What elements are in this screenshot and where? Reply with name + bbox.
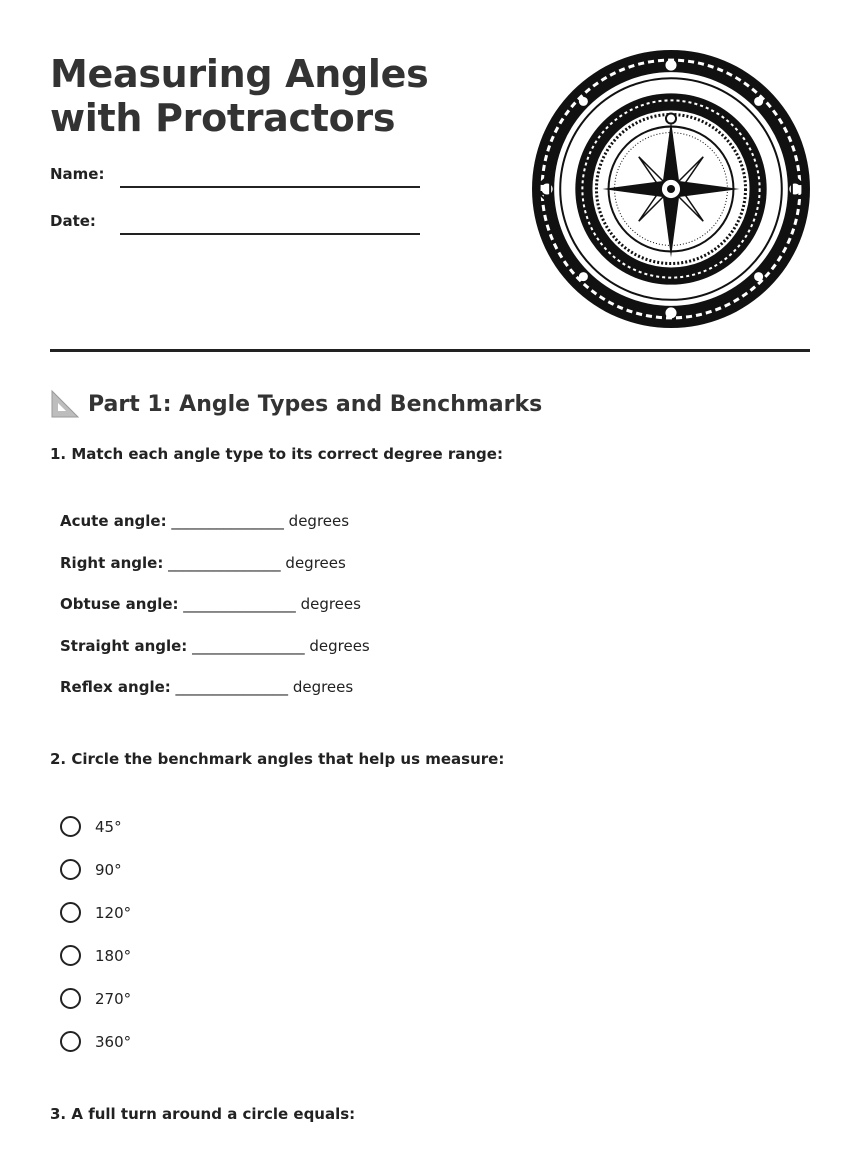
benchmark-option-270[interactable] xyxy=(60,988,131,1009)
benchmark-option-120[interactable] xyxy=(60,902,131,923)
name-label: Name: xyxy=(50,165,105,183)
match-label: Acute angle: xyxy=(60,512,167,530)
match-row-straight xyxy=(60,637,370,655)
benchmark-option-45[interactable] xyxy=(60,816,122,837)
option-circle[interactable] xyxy=(60,1031,81,1052)
option-circle[interactable] xyxy=(60,988,81,1009)
answer-blank[interactable]: _______________ xyxy=(175,678,289,696)
benchmark-option-360[interactable] xyxy=(60,1031,131,1052)
match-row-right xyxy=(60,554,346,572)
compass-medallion-icon xyxy=(530,48,812,330)
answer-blank[interactable]: _______________ xyxy=(168,554,281,572)
option-label: 360° xyxy=(95,1032,132,1051)
answer-blank[interactable]: _______________ xyxy=(192,637,305,655)
option-circle[interactable] xyxy=(60,945,81,966)
part1-heading xyxy=(50,388,542,420)
date-line xyxy=(120,233,420,235)
option-label: 90° xyxy=(95,860,122,879)
unit-text: degrees xyxy=(300,595,361,613)
benchmark-option-180[interactable] xyxy=(60,945,131,966)
match-row-reflex xyxy=(60,678,353,696)
match-label: Reflex angle: xyxy=(60,678,171,696)
unit-text: degrees xyxy=(292,678,354,696)
unit-text: degrees xyxy=(309,637,370,655)
option-circle[interactable] xyxy=(60,816,81,837)
unit-text: degrees xyxy=(285,554,346,572)
unit-text: degrees xyxy=(288,512,350,530)
answer-blank[interactable]: _______________ xyxy=(183,595,296,613)
benchmark-option-90[interactable] xyxy=(60,859,122,880)
date-label: Date: xyxy=(50,212,96,230)
header-divider xyxy=(50,349,810,352)
option-label: 270° xyxy=(95,989,132,1008)
option-circle[interactable] xyxy=(60,859,81,880)
match-label: Right angle: xyxy=(60,554,164,572)
option-circle[interactable] xyxy=(60,902,81,923)
option-label: 180° xyxy=(95,946,132,965)
set-square-icon xyxy=(50,389,80,419)
question-2-prompt: 2. Circle the benchmark angles that help us measure: xyxy=(50,750,505,768)
match-row-obtuse xyxy=(60,595,361,613)
match-row-acute xyxy=(60,512,349,530)
name-line xyxy=(120,186,420,188)
part1-heading-text: Part 1: Angle Types and Benchmarks xyxy=(88,391,543,417)
match-label: Straight angle: xyxy=(60,637,188,655)
question-1-prompt: 1. Match each angle type to its correct degree range: xyxy=(50,445,503,463)
option-label: 120° xyxy=(95,903,132,922)
worksheet-title: Measuring Angles with Protractors xyxy=(50,52,429,140)
question-3-prompt: 3. A full turn around a circle equals: xyxy=(50,1105,356,1123)
option-label: 45° xyxy=(95,817,122,836)
match-label: Obtuse angle: xyxy=(60,595,179,613)
answer-blank[interactable]: _______________ xyxy=(171,512,284,530)
